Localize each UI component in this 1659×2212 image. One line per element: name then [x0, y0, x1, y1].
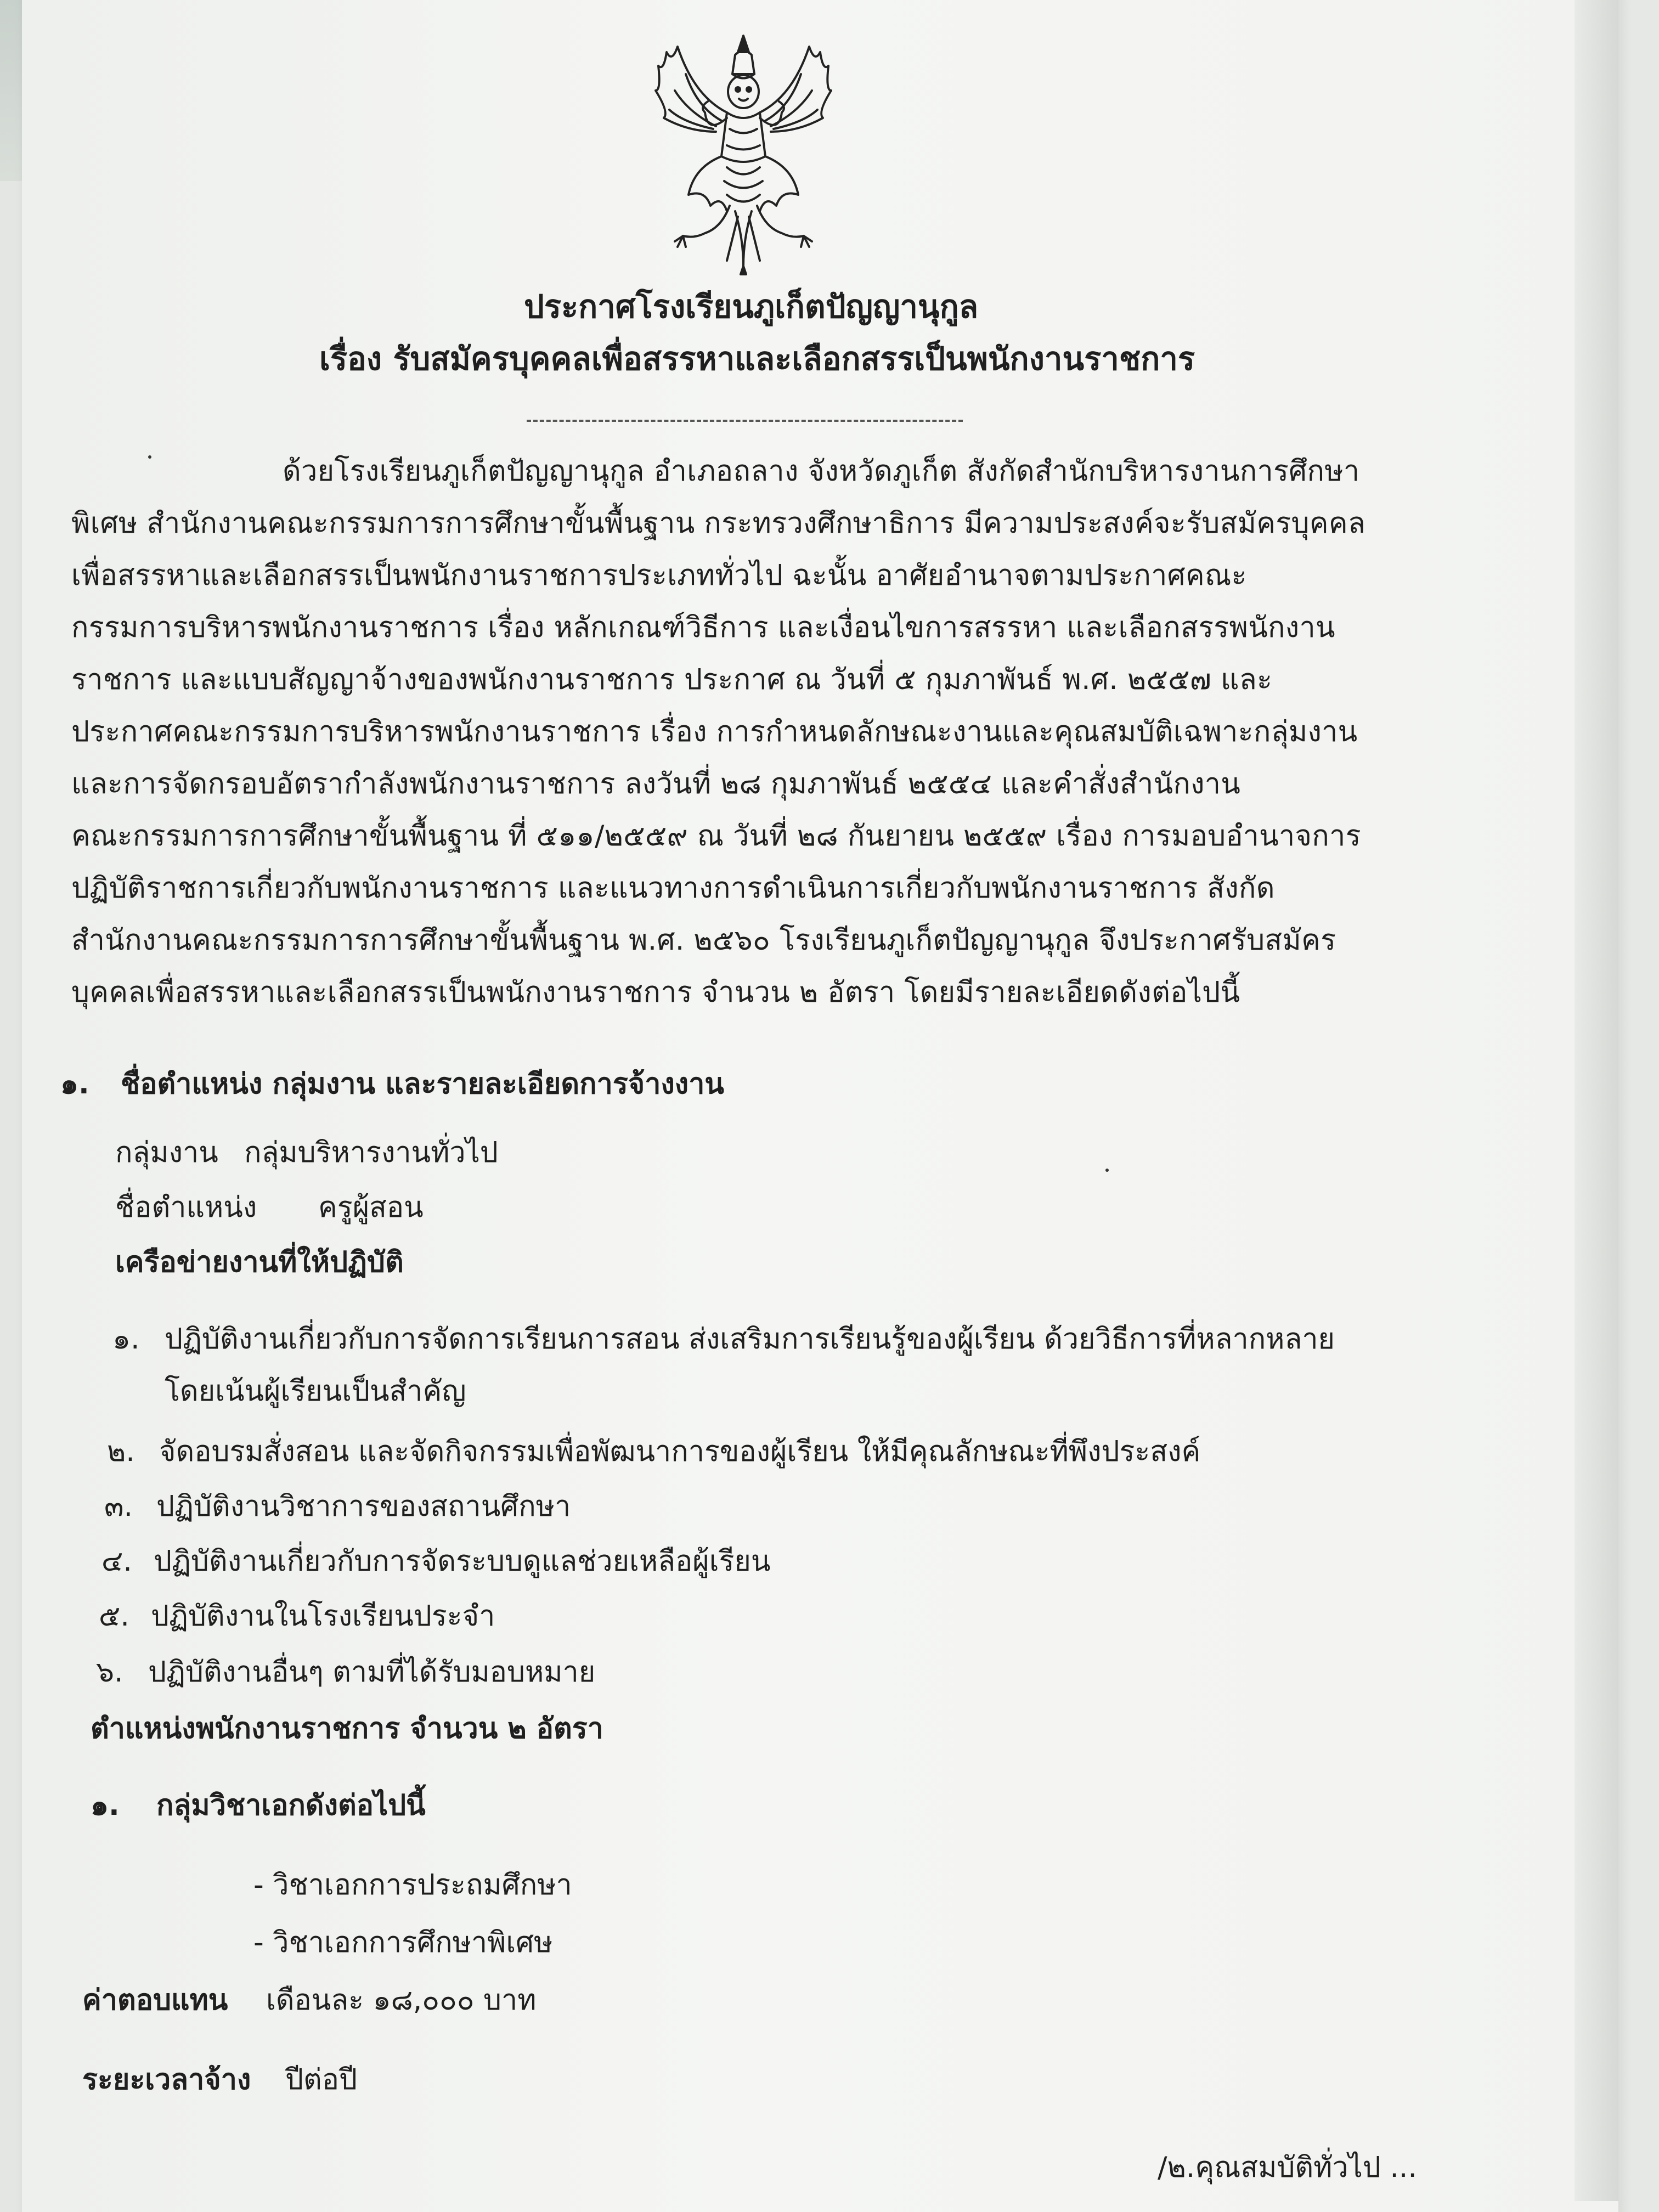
duty-text: ปฏิบัติงานเกี่ยวกับการจัดการเรียนการสอน ส่งเสริมการเรียนรู้ของผู้เรียน ด้วยวิธีการที่หลากหลาย	[165, 1323, 1335, 1356]
majors-number: ๑.	[91, 1789, 120, 1822]
position-label: ชื่อตำแหน่ง	[115, 1191, 257, 1224]
duty-number: ๒.	[107, 1435, 135, 1468]
majors-heading: กลุ่มวิชาเอกดังต่อไปนี้	[156, 1789, 426, 1822]
salary-label: ค่าตอบแทน	[82, 1984, 228, 2017]
intro-line: พิเศษ สำนักงานคณะกรรมการการศึกษาขั้นพื้นฐาน กระทรวงศึกษาธิการ มีความประสงค์จะรับสมัครบุคคล	[71, 507, 1366, 540]
intro-line: กรรมการบริหารพนักงานราชการ เรื่อง หลักเกณฑ์วิธีการ และเงื่อนไขการสรรหา และเลือกสรรพนักงาน	[71, 611, 1335, 644]
duty-text: ปฏิบัติงานวิชาการของสถานศึกษา	[156, 1490, 571, 1523]
intro-line: บุคคลเพื่อสรรหาและเลือกสรรเป็นพนักงานราชการ จำนวน ๒ อัตรา โดยมีรายละเอียดดังต่อไปนี้	[71, 976, 1240, 1009]
term-label: ระยะเวลาจ้าง	[82, 2063, 251, 2096]
document-subject: เรื่อง รับสมัครบุคคลเพื่อสรรหาและเลือกสรรเป็นพนักงานราชการ	[319, 340, 1195, 377]
duties-heading: เครือข่ายงานที่ให้ปฏิบัติ	[115, 1246, 404, 1279]
group-value: กลุ่มบริหารงานทั่วไป	[244, 1136, 498, 1169]
continuation-note: /๒.คุณสมบัติทั่วไป ...	[1158, 2151, 1417, 2184]
intro-line: เพื่อสรรหาและเลือกสรรเป็นพนักงานราชการประเภททั่วไป ฉะนั้น อาศัยอำนาจตามประกาศคณะ	[71, 559, 1247, 592]
term-value: ปีต่อปี	[285, 2063, 358, 2096]
section-number: ๑.	[60, 1068, 89, 1101]
duty-number: ๑.	[112, 1323, 140, 1356]
duty-number: ๕.	[99, 1600, 129, 1633]
section-heading: ชื่อตำแหน่ง กลุ่มงาน และรายละเอียดการจ้างงาน	[121, 1068, 724, 1101]
intro-line: ด้วยโรงเรียนภูเก็ตปัญญานุกูล อำเภอถลาง จังหวัดภูเก็ต สังกัดสำนักบริหารงานการศึกษา	[283, 455, 1360, 488]
document-title: ประกาศโรงเรียนภูเก็ตปัญญานุกูล	[524, 288, 979, 325]
intro-line: ประกาศคณะกรรมการบริหารพนักงานราชการ เรื่อง การกำหนดลักษณะงานและคุณสมบัติเฉพาะกลุ่มงาน	[71, 715, 1358, 748]
duty-text: ปฏิบัติงานในโรงเรียนประจำ	[151, 1600, 495, 1633]
duty-number: ๓.	[104, 1490, 133, 1523]
paper-speck	[1105, 1169, 1109, 1172]
header-divider	[527, 420, 963, 422]
intro-line: คณะกรรมการการศึกษาขั้นพื้นฐาน ที่ ๕๑๑/๒๕๕๙ ณ วันที่ ๒๘ กันยายน ๒๕๕๙ เรื่อง การมอบอำนาจการ	[71, 820, 1361, 853]
group-label: กลุ่มงาน	[115, 1136, 218, 1169]
duty-text: โดยเน้นผู้เรียนเป็นสำคัญ	[165, 1375, 466, 1408]
duty-text: จัดอบรมสั่งสอน และจัดกิจกรรมเพื่อพัฒนาการของผู้เรียน ให้มีคุณลักษณะที่พึงประสงค์	[159, 1435, 1201, 1468]
intro-line: และการจัดกรอบอัตรากำลังพนักงานราชการ ลงวันที่ ๒๘ กุมภาพันธ์ ๒๕๕๔ และคำสั่งสำนักงาน	[71, 768, 1241, 800]
paper-speck	[148, 455, 151, 459]
duty-number: ๖.	[96, 1656, 123, 1689]
intro-line: สำนักงานคณะกรรมการการศึกษาขั้นพื้นฐาน พ.ศ. ๒๕๖๐ โรงเรียนภูเก็ตปัญญานุกูล จึงประกาศรับสมัคร	[71, 924, 1336, 957]
positions-total: ตำแหน่งพนักงานราชการ จำนวน ๒ อัตรา	[91, 1712, 603, 1745]
position-value: ครูผู้สอน	[318, 1191, 424, 1224]
garuda-emblem-icon	[645, 30, 842, 277]
duty-text: ปฏิบัติงานเกี่ยวกับการจัดระบบดูแลช่วยเหลือผู้เรียน	[154, 1545, 771, 1578]
major-item: - วิชาเอกการศึกษาพิเศษ	[253, 1926, 553, 1959]
duty-text: ปฏิบัติงานอื่นๆ ตามที่ได้รับมอบหมาย	[148, 1656, 596, 1689]
major-item: - วิชาเอกการประถมศึกษา	[253, 1869, 572, 1901]
intro-line: ราชการ และแบบสัญญาจ้างของพนักงานราชการ ประกาศ ณ วันที่ ๕ กุมภาพันธ์ พ.ศ. ๒๕๕๗ และ	[71, 663, 1273, 696]
salary-value: เดือนละ ๑๘,๐๐๐ บาท	[266, 1984, 537, 2017]
intro-line: ปฏิบัติราชการเกี่ยวกับพนักงานราชการ และแนวทางการดำเนินการเกี่ยวกับพนักงานราชการ สังกัด	[71, 872, 1275, 905]
duty-number: ๔.	[101, 1545, 132, 1578]
